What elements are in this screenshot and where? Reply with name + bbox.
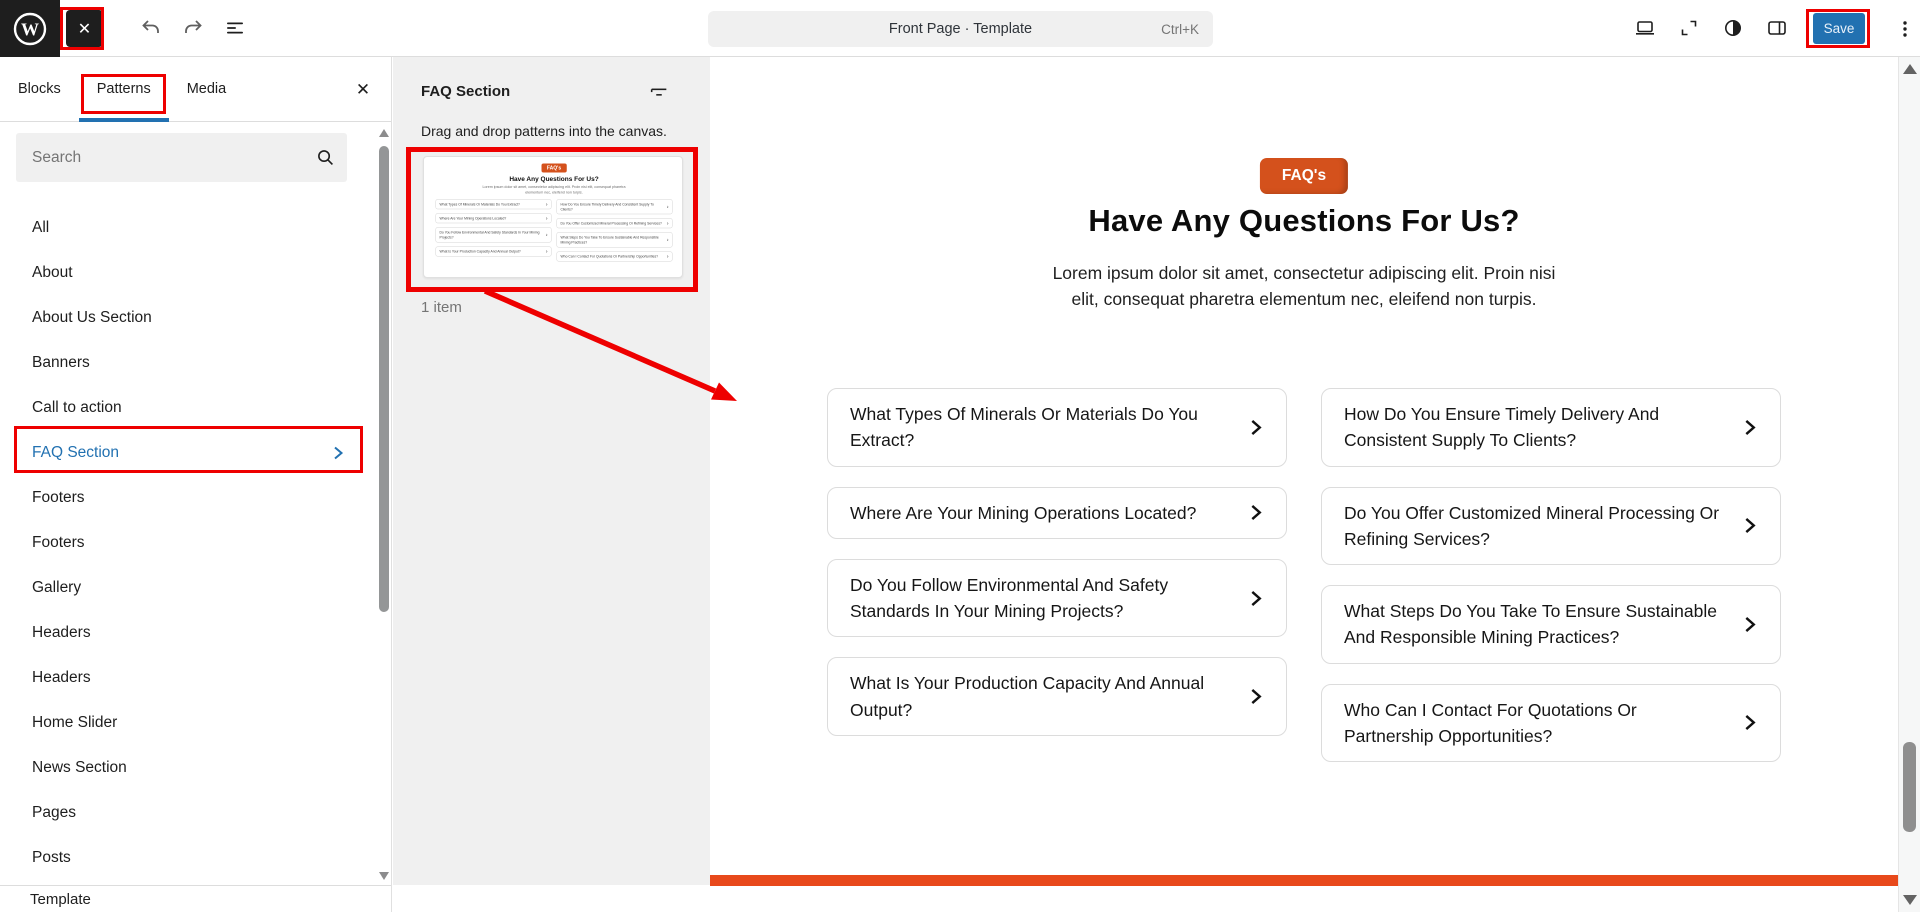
fullscreen-button[interactable]: [1671, 10, 1707, 46]
chevron-right-icon: [1247, 590, 1264, 607]
faq-card[interactable]: [827, 388, 1287, 467]
sidebar-category-item[interactable]: Footers: [32, 533, 85, 551]
scroll-up-arrow[interactable]: [1903, 64, 1917, 74]
faq-question: Do You Follow Environmental And Safety Standards In Your Mining Projects?: [850, 574, 1169, 621]
panel-icon: [1765, 16, 1789, 40]
chevron-right-icon: [1741, 517, 1758, 534]
faq-card[interactable]: [827, 559, 1287, 638]
expand-icon: [1677, 16, 1701, 40]
svg-text:W: W: [21, 19, 39, 39]
sidebar-category-item[interactable]: About: [32, 263, 73, 281]
redo-button[interactable]: [175, 10, 211, 46]
chevron-right-icon: ›: [666, 203, 669, 210]
style-book-button[interactable]: [1715, 10, 1751, 46]
sidebar-category-item[interactable]: News Section: [32, 758, 127, 776]
faq-heading[interactable]: Have Any Questions For Us?: [1088, 203, 1520, 238]
chevron-right-icon: ›: [666, 237, 669, 243]
sidebar-category-item[interactable]: Call to action: [32, 398, 122, 416]
chevron-right-icon: [1741, 419, 1758, 436]
close-inserter-button[interactable]: [66, 10, 103, 47]
preview-faq-card: Who Can I Contact For Quotations Or Partnership Opportunities? ›: [557, 251, 673, 261]
sidebar-scrollbar[interactable]: [378, 127, 390, 882]
close-icon: ✕: [355, 80, 371, 99]
patterns-hint: Drag and drop patterns into the canvas.: [421, 123, 667, 139]
settings-sidebar-button[interactable]: [1759, 10, 1795, 46]
faq-question: What Types Of Minerals Or Materials Do You Extract?: [850, 404, 1198, 451]
sidebar-category-item[interactable]: Home Slider: [32, 713, 118, 731]
faq-question: Do You Offer Customized Mineral Processing Or Refining Services?: [1344, 502, 1720, 549]
pattern-count: 1 item: [421, 299, 462, 316]
contrast-icon: [1721, 16, 1745, 40]
scroll-up-arrow[interactable]: [379, 129, 389, 137]
chevron-right-icon: ›: [666, 253, 669, 260]
chevron-right-icon: [330, 445, 346, 461]
sidebar-item-faq-section[interactable]: [0, 430, 380, 475]
template-breadcrumb[interactable]: Template: [30, 890, 91, 908]
document-overview-button[interactable]: [217, 10, 253, 46]
wordpress-logo-icon: [12, 11, 48, 47]
sidebar-category-item[interactable]: Headers: [32, 623, 91, 641]
section-divider-bar: [710, 875, 1898, 886]
faq-card[interactable]: [827, 657, 1287, 736]
sidebar-category-item[interactable]: Banners: [32, 353, 90, 371]
chevron-right-icon: ›: [545, 248, 548, 255]
sidebar-close-button[interactable]: [347, 74, 379, 106]
undo-button[interactable]: [133, 10, 169, 46]
chevron-right-icon: [1247, 419, 1264, 436]
preview-faq-card: Do You Offer Customized Mineral Processing Or Refining Services? ›: [557, 218, 673, 228]
editor-canvas: [710, 57, 1898, 912]
filter-button[interactable]: [645, 79, 673, 107]
preview-description: Lorem ipsum dolor sit amet, consectetur adipiscing elit. Proin nisi elit, consequat pharetra elementum nec, eleifend non turpis.: [482, 184, 626, 195]
chevron-right-icon: [1247, 688, 1264, 705]
chevron-right-icon: ›: [545, 201, 548, 207]
faq-card[interactable]: [827, 487, 1287, 539]
canvas-scrollbar[interactable]: [1898, 57, 1920, 912]
search-icon: [314, 146, 337, 174]
preview-badge: FAQ's: [541, 164, 566, 173]
filter-icon: [648, 82, 670, 104]
options-menu-button[interactable]: [1893, 12, 1917, 46]
pattern-categories: [0, 205, 380, 880]
chevron-right-icon: ›: [666, 220, 669, 227]
faq-card[interactable]: [1321, 487, 1781, 566]
inserter-panel: [0, 57, 392, 912]
close-icon: ✕: [77, 20, 92, 38]
editor-breadcrumb-bar: [0, 885, 391, 912]
command-title: Front Page · Template: [888, 21, 1033, 37]
chevron-right-icon: ›: [545, 232, 548, 238]
chevron-right-icon: [1247, 504, 1264, 521]
wordpress-logo[interactable]: [0, 0, 60, 57]
faq-question: Who Can I Contact For Quotations Or Partnership Opportunities?: [1344, 699, 1637, 746]
preview-faq-card: What Steps Do You Take To Ensure Sustainable And Responsible Mining Practices? ›: [557, 232, 673, 247]
sidebar-category-item[interactable]: Gallery: [32, 578, 82, 596]
search-input[interactable]: [16, 133, 347, 182]
tab-patterns[interactable]: Patterns: [79, 57, 169, 121]
inserter-tabs: [0, 57, 391, 122]
faq-question: What Is Your Production Capacity And Annual Output?: [850, 673, 1205, 720]
faq-card[interactable]: [1321, 388, 1781, 467]
undo-icon: [139, 16, 163, 40]
ellipsis-icon: [1893, 17, 1917, 41]
faq-description[interactable]: Lorem ipsum dolor sit amet, consectetur adipiscing elit. Proin nisi elit, consequat pharetra elementum nec, eleifend non turpis.: [1052, 263, 1556, 310]
tab-media[interactable]: Media: [169, 57, 245, 121]
command-shortcut: Ctrl+K: [1161, 21, 1199, 37]
sidebar-category-item[interactable]: About Us Section: [32, 308, 152, 326]
scroll-down-arrow[interactable]: [379, 872, 389, 880]
preview-faq-card: Where Are Your Mining Operations Located? ›: [436, 213, 552, 223]
laptop-icon: [1633, 16, 1657, 40]
scroll-down-arrow[interactable]: [1903, 895, 1917, 905]
scroll-thumb[interactable]: [1903, 742, 1916, 832]
faq-question: Where Are Your Mining Operations Located?: [850, 502, 1197, 523]
faq-grid: [827, 388, 1781, 762]
preview-devices-button[interactable]: [1627, 10, 1663, 46]
chevron-right-icon: [1741, 616, 1758, 633]
sidebar-category-item[interactable]: Footers: [32, 488, 85, 506]
save-button[interactable]: Save: [1813, 13, 1865, 44]
preview-heading: Have Any Questions For Us?: [509, 175, 599, 183]
top-bar: [0, 0, 1920, 57]
list-view-icon: [223, 16, 247, 40]
faq-question: What Steps Do You Take To Ensure Sustainable And Responsible Mining Practices?: [1344, 601, 1717, 648]
patterns-flyout-panel: [393, 57, 710, 885]
chevron-right-icon: ›: [545, 215, 548, 221]
preview-faq-card: How Do You Ensure Timely Delivery And Consistent Supply To Clients? ›: [557, 199, 673, 214]
faq-question: How Do You Ensure Timely Delivery And Consistent Supply To Clients?: [1344, 404, 1660, 451]
scroll-thumb[interactable]: [379, 146, 389, 612]
sidebar-category-item[interactable]: Posts: [32, 848, 71, 866]
sidebar-item-label: FAQ Section: [32, 443, 120, 461]
chevron-right-icon: [1741, 714, 1758, 731]
preview-faq-card: What Is Your Production Capacity And Annual Output? ›: [436, 246, 552, 256]
redo-icon: [181, 16, 205, 40]
faq-badge[interactable]: FAQ's: [1260, 158, 1348, 194]
sidebar-category-item[interactable]: All: [32, 218, 50, 236]
sidebar-category-item[interactable]: Headers: [32, 668, 91, 686]
sidebar-category-item[interactable]: Pages: [32, 803, 76, 821]
faq-card[interactable]: [1321, 585, 1781, 664]
preview-faq-card: What Types Of Minerals Or Materials Do You Extract? ›: [436, 199, 552, 209]
tab-blocks[interactable]: Blocks: [0, 57, 79, 121]
pattern-thumbnail[interactable]: [423, 156, 683, 278]
preview-faq-card: Do You Follow Environmental And Safety Standards In Your Mining Projects? ›: [436, 227, 552, 242]
command-center-button[interactable]: [708, 11, 1213, 47]
faq-card[interactable]: [1321, 684, 1781, 763]
patterns-panel-title: FAQ Section: [421, 83, 511, 100]
